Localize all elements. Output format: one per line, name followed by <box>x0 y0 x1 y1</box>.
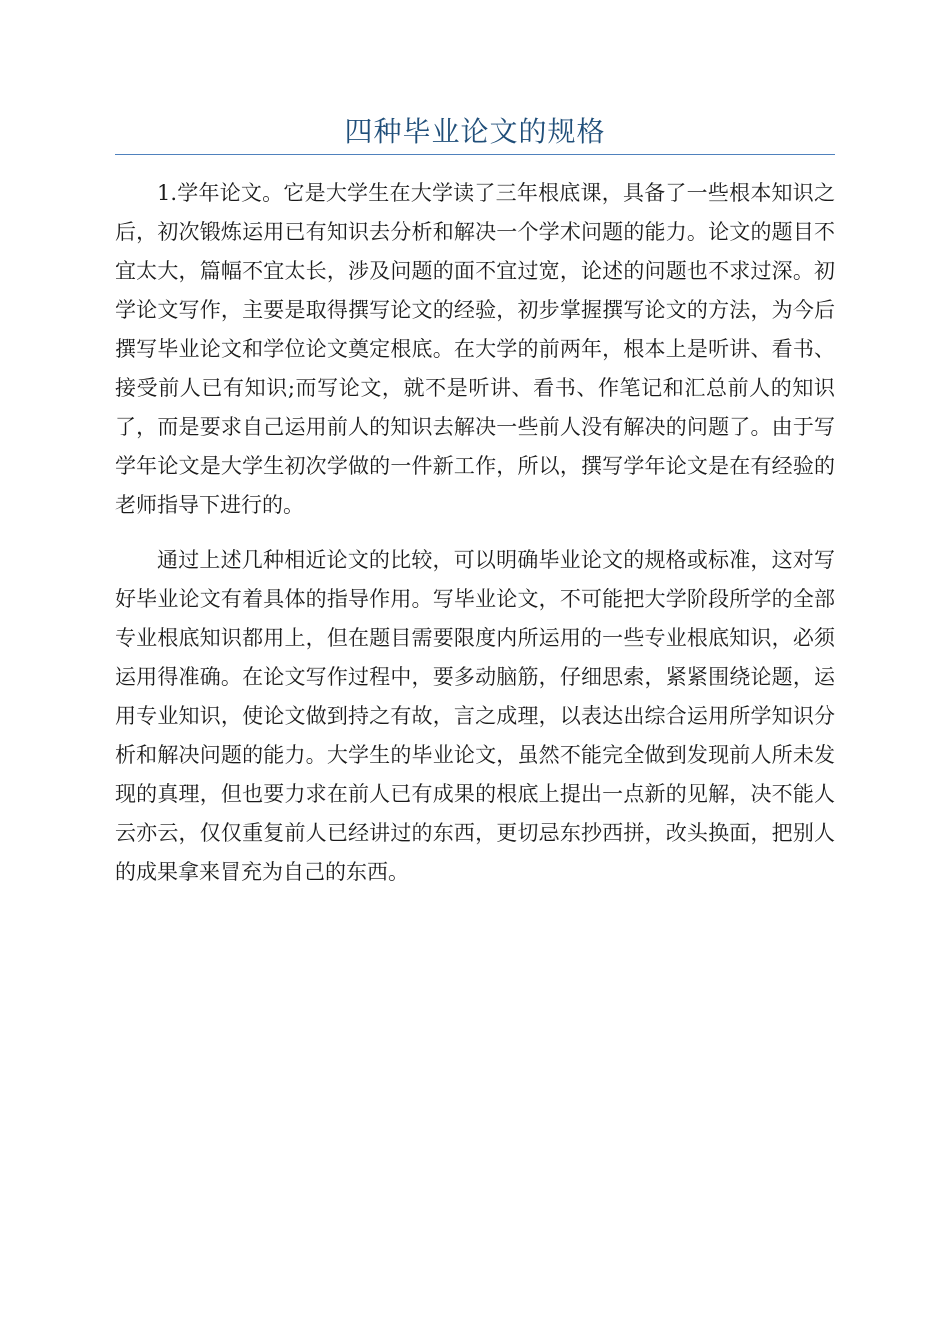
document-title: 四种毕业论文的规格 <box>344 115 606 148</box>
paragraph: 通过上述几种相近论文的比较，可以明确毕业论文的规格或标准，这对写好毕业论文有着具体的指导作用。写毕业论文，不可能把大学阶段所学的全部专业根底知识都用上，但在题目需要限度内所运用的一些专业根底知识，必须运用得准确。在论文写作过程中，要多动脑筋，仔细思索，紧紧围绕论题，运用专业知识，使论文做到持之有故，言之成理，以表达出综合运用所学知识分析和解决问题的能力。大学生的毕业论文，虽然不能完全做到发现前人所未发现的真理，但也要力求在前人已有成果的根底上提出一点新的见解，决不能人云亦云，仅仅重复前人已经讲过的东西，更切忌东抄西拼，改头换面，把别人的成果拿来冒充为自己的东西。 <box>115 548 835 884</box>
title-underline <box>115 154 835 155</box>
paragraph: 1.学年论文。它是大学生在大学读了三年根底课，具备了一些根本知识之后，初次锻炼运用已有知识去分析和解决一个学术问题的能力。论文的题目不宜太大，篇幅不宜太长，涉及问题的面不宜过宽，论述的问题也不求过深。初学论文写作，主要是取得撰写论文的经验，初步掌握撰写论文的方法，为今后撰写毕业论文和学位论文奠定根底。在大学的前两年，根本上是听讲、看书、接受前人已有知识;而写论文，就不是听讲、看书、作笔记和汇总前人的知识了，而是要求自己运用前人的知识去解决一些前人没有解决的问题了。由于写学年论文是大学生初次学做的一件新工作，所以，撰写学年论文是在有经验的老师指导下进行的。 <box>115 181 835 517</box>
document-body <box>115 174 835 892</box>
